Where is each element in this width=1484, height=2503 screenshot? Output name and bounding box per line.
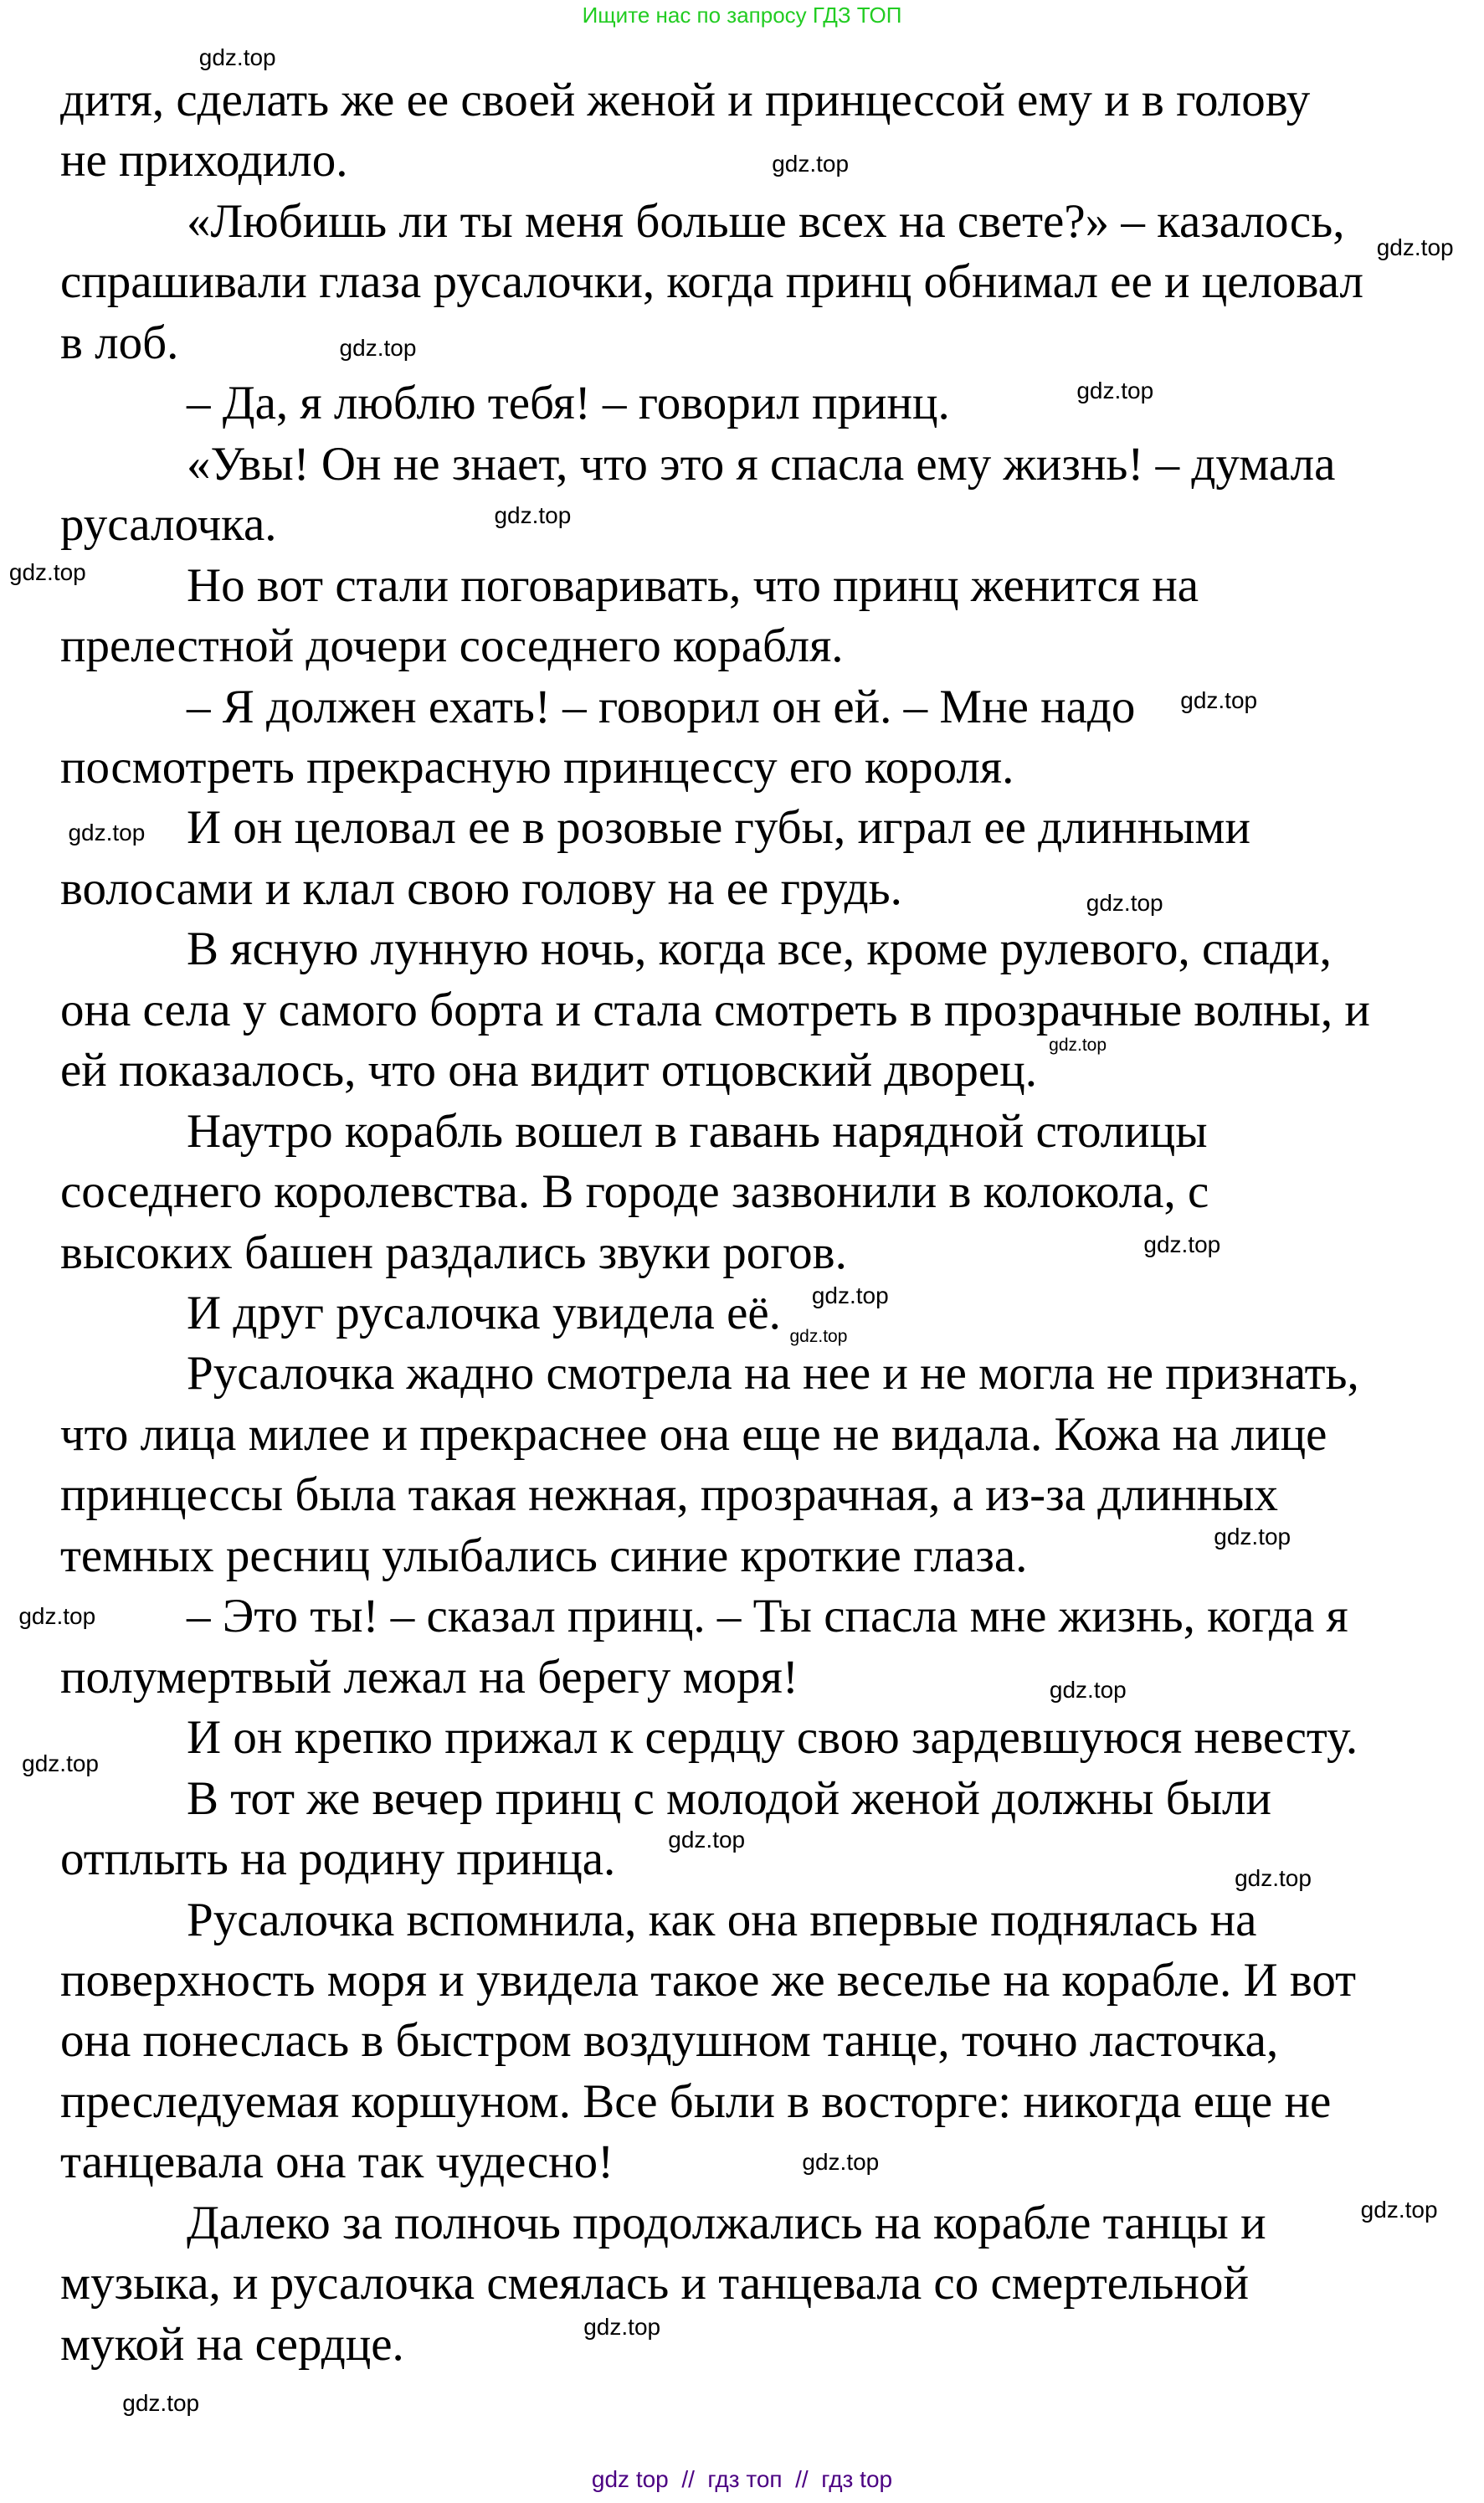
text-line: мукой на сердце. xyxy=(60,2317,404,2371)
text-line: И друг русалочка увидела её. xyxy=(187,1287,781,1339)
text-line: поверхность моря и увидела такое же веселье на корабле. И вот xyxy=(60,1953,1357,2007)
watermark: gdz.top xyxy=(1360,2197,1438,2223)
text-line: И он крепко прижал к сердцу свою зардевшуюся невесту. xyxy=(187,1711,1358,1765)
text-line: она понеслась в быстром воздушном танце, точно ласточка, xyxy=(60,2014,1279,2068)
text-line: Русалочка жадно смотрела на нее и не могла не признать, xyxy=(187,1347,1359,1401)
watermark: gdz.top xyxy=(789,1327,848,1347)
text-line: Далеко за полночь продолжались на корабле танцы и xyxy=(187,2196,1266,2249)
text-line: «Любишь ли ты меня больше всех на свете?» – казалось, xyxy=(187,194,1345,248)
watermark: gdz.top xyxy=(802,2149,880,2176)
text-line: в лоб. xyxy=(60,316,179,369)
text-line: Русалочка вспомнила, как она впервые поднялась на xyxy=(187,1893,1257,1946)
text-line: И он целовал ее в розовые губы, играл ее длинными xyxy=(187,801,1251,855)
text-line: отплыть на родину принца. xyxy=(60,1832,616,1886)
watermark: gdz.top xyxy=(1086,890,1163,917)
watermark: gdz.top xyxy=(1180,686,1258,713)
footer-links[interactable]: gdz top // гдз топ // гдз top xyxy=(591,2466,893,2492)
watermark: gdz.top xyxy=(1376,234,1454,260)
watermark: gdz.top xyxy=(18,1603,96,1630)
watermark: gdz.top xyxy=(772,151,850,177)
watermark: gdz.top xyxy=(811,1282,889,1309)
text-line: спрашивали глаза русалочки, когда принц обнимал ее и целовал xyxy=(60,255,1363,309)
text-line: посмотреть прекрасную принцессу его короля. xyxy=(60,740,1014,794)
text-line: – Да, я люблю тебя! – говорил принц. xyxy=(187,377,950,430)
watermark: gdz.top xyxy=(1235,1864,1312,1891)
watermark: gdz.top xyxy=(1143,1231,1221,1258)
watermark: gdz.top xyxy=(68,820,146,846)
text-line: – Это ты! – сказал принц. – Ты спасла мне жизнь, когда я xyxy=(187,1590,1348,1643)
text-line: «Увы! Он не знает, что это я спасла ему жизнь! – думала xyxy=(187,437,1336,491)
search-banner[interactable]: Ищите нас по запросу ГДЗ ТОП xyxy=(582,3,902,28)
text-line: полумертвый лежал на берегу моря! xyxy=(60,1650,798,1704)
watermark: gdz.top xyxy=(8,559,86,586)
text-line: что лица милее и прекраснее она еще не видала. Кожа на лице xyxy=(60,1407,1327,1461)
text-line: она села у самого борта и стала смотреть в прозрачные волны, и xyxy=(60,983,1370,1036)
text-line: ей показалось, что она видит отцовский дворец. xyxy=(60,1044,1037,1097)
text-line: темных ресниц улыбались синие кроткие глаза. xyxy=(60,1529,1028,1582)
text-line: принцессы была такая нежная, прозрачная, а из-за длинных xyxy=(60,1468,1278,1522)
watermark: gdz.top xyxy=(668,1827,746,1853)
text-line: В тот же вечер принц с молодой женой должны были xyxy=(187,1771,1271,1825)
text-line: В ясную лунную ночь, когда все, кроме рулевого, спади, xyxy=(187,923,1332,976)
text-line: музыка, и русалочка смеялась и танцевала со смертельной xyxy=(60,2257,1250,2310)
watermark: gdz.top xyxy=(1076,378,1154,404)
text-line: волосами и клал свою голову на ее грудь. xyxy=(60,861,902,915)
watermark: gdz.top xyxy=(339,334,417,361)
watermark: gdz.top xyxy=(494,501,572,528)
watermark: gdz.top xyxy=(583,2313,661,2340)
text-line: – Я должен ехать! – говорил он ей. – Мне надо xyxy=(187,680,1136,733)
watermark: gdz.top xyxy=(122,2390,200,2417)
watermark: gdz.top xyxy=(1049,1036,1107,1056)
text-line: прелестной дочери соседнего корабля. xyxy=(60,619,844,673)
watermark: gdz.top xyxy=(1049,1676,1127,1703)
text-line: русалочка. xyxy=(60,498,277,552)
text-line: преследуемая коршуном. Все были в восторге: никогда еще не xyxy=(60,2074,1332,2128)
text-line: Но вот стали поговаривать, что принц женится на xyxy=(187,558,1199,612)
watermark: gdz.top xyxy=(198,44,276,70)
watermark: gdz.top xyxy=(22,1750,100,1776)
text-line: не приходило. xyxy=(60,134,348,188)
text-line: высоких башен раздались звуки рогов. xyxy=(60,1226,847,1279)
text-line: соседнего королевства. В городе зазвонили в колокола, с xyxy=(60,1165,1209,1219)
text-line: танцевала она так чудесно! xyxy=(60,2136,614,2189)
text-line: дитя, сделать же ее своей женой и принцессой ему и в голову xyxy=(60,74,1311,126)
text-line: Наутро корабль вошел в гавань нарядной столицы xyxy=(187,1104,1208,1158)
watermark: gdz.top xyxy=(1214,1523,1291,1550)
